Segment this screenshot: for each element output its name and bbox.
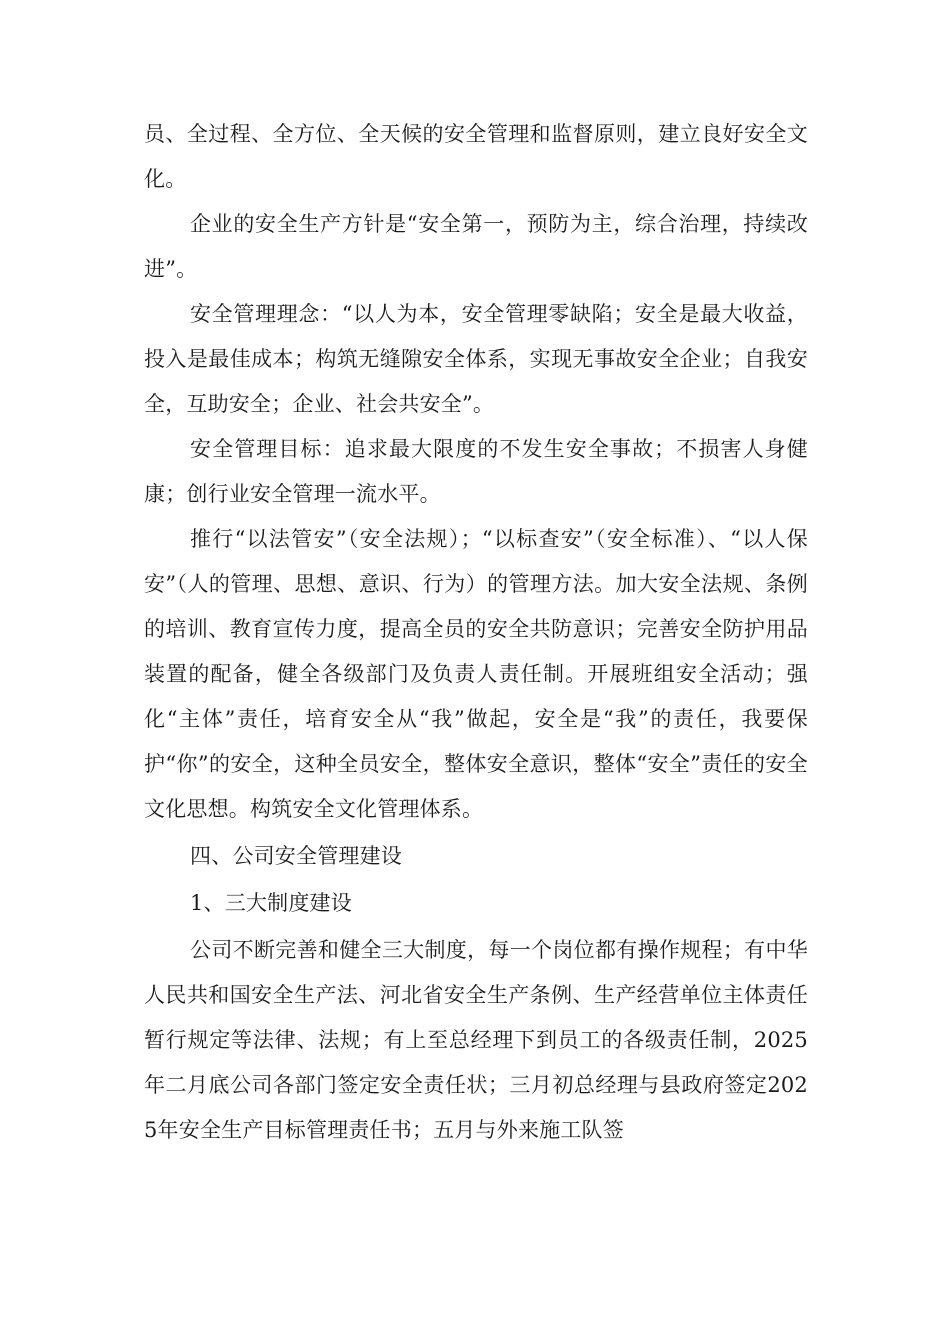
paragraph-safety-goal: 安全管理目标：追求最大限度的不发生安全事故；不损害人身健康；创行业安全管理一流水平。 (144, 437, 808, 506)
subsection-heading-three-systems: 1、三大制度建设 (190, 891, 352, 915)
paragraph-safety-culture-principle: 员、全过程、全方位、全天候的安全管理和监督原则，建立良好安全文化。 (144, 122, 808, 191)
paragraph-safety-philosophy: 安全管理理念：“以人为本，安全管理零缺陷；安全是最大收益，投入是最佳成本；构筑无缝隙安全体系，实现无事故安全企业；自我安全，互助安全；企业、社会共安全”。 (144, 302, 808, 416)
paragraph-three-systems-detail: 公司不断完善和健全三大制度，每一个岗位都有操作规程；有中华人民共和国安全生产法、河北省安全生产条例、生产经营单位主体责任暂行规定等法律、法规；有上至总经理下到员工的各级责任制，2025年二月底公司各部门签定安全责任状；三月初总经理与县政府签定2025年安全生产目标管理责任书；五月与外来施工队签 (144, 938, 808, 1142)
paragraph-management-method: 推行“以法管安”（安全法规）；“以标查安”（安全标准）、“以人保安”（人的管理、思想、意识、行为）的管理方法。加大安全法规、条例的培训、教育宣传力度，提高全员的安全共防意识；完善安全防护用品装置的配备，健全各级部门及负责人责任制。开展班组安全活动；强化“主体”责任，培育安全从“我”做起，安全是“我”的责任，我要保护“你”的安全，这种全员安全，整体安全意识，整体“安全”责任的安全文化思想。构筑安全文化管理体系。 (144, 527, 808, 821)
paragraph-safety-policy: 企业的安全生产方针是“安全第一，预防为主，综合治理，持续改进”。 (144, 212, 808, 281)
section-heading-safety-construction: 四、公司安全管理建设 (190, 844, 402, 868)
document-body (144, 112, 808, 1153)
